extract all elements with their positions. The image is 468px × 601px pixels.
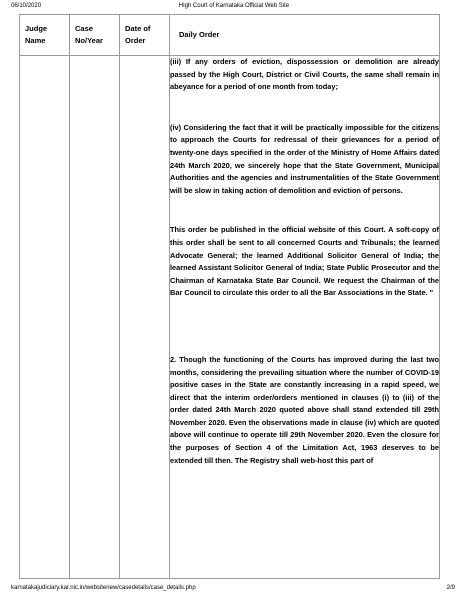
daily-order-cell [170, 56, 440, 579]
col-header-judge-name: Judge Name [20, 15, 70, 56]
daily-order-table [19, 14, 440, 579]
judge-name-cell [20, 56, 70, 579]
order-paragraph: This order be published in the official website of this Court. A soft-copy of this order shall be sent to all concerned Courts and Tribunals; the learned Advocate General; the learned Additional Solicitor General of India; the learned Assistant Solicitor General of India; State Public Prosecutor and the Chairman of Karnataka State Bar Council. We request the Chairman of the Bar Council to circulate this order to all the Bar Associations in the State. " [170, 225, 439, 298]
col-header-date-of-order: Date of Order [120, 15, 170, 56]
print-footer-url: karnatakajudiciary.kar.nic.in/websitenew/casedetails/case_details.php [11, 585, 196, 591]
print-date: 06/10/2020 [11, 3, 42, 9]
order-paragraph: (iii) If any orders of eviction, dispossession or demolition are already passed by the High Court, District or Civil Courts, the same shall remain in abeyance for a period of one month from today; [170, 57, 439, 92]
col-header-case-no: Case No/Year [70, 15, 120, 56]
order-paragraph: 2. Though the functioning of the Courts has improved during the last two months, considering the prevailing situation where the number of COVID-19 positive cases in the State are constantly increasing in a rapid speed, we direct that the interim order/orders mentioned in clauses (i) to (iii) of the order dated 24th March 2020 quoted above shall stand extended till 29th November 2020. Even the observations made in clause (iv) which are quoted above will continue to operate till 29th November 2020. Even the closure for the purposes of Section 4 of the Limitation Act, 1963 deserves to be extended till then. The Registry shall web-host this part of [170, 354, 439, 465]
table-header-row [20, 15, 440, 56]
table-row [20, 56, 440, 579]
order-paragraph: (iv) Considering the fact that it will be practically impossible for the citizens to approach the Courts for redressal of their grievances for a period of twenty-one days specified in the order of the Ministry of Home Affairs dated 24th March 2020, we sincerely hope that the State Government, Municipal Authorities and the agencies and instrumentalities of the State Government will be slow in taking action of demolition and eviction of persons. [170, 122, 439, 195]
date-of-order-cell [120, 56, 170, 579]
col-header-daily-order: Daily Order [170, 15, 440, 56]
print-header-title: High Court of Karnataka Official Web Site [178, 3, 290, 9]
page-number: 2/9 [446, 585, 455, 591]
case-no-cell [70, 56, 120, 579]
